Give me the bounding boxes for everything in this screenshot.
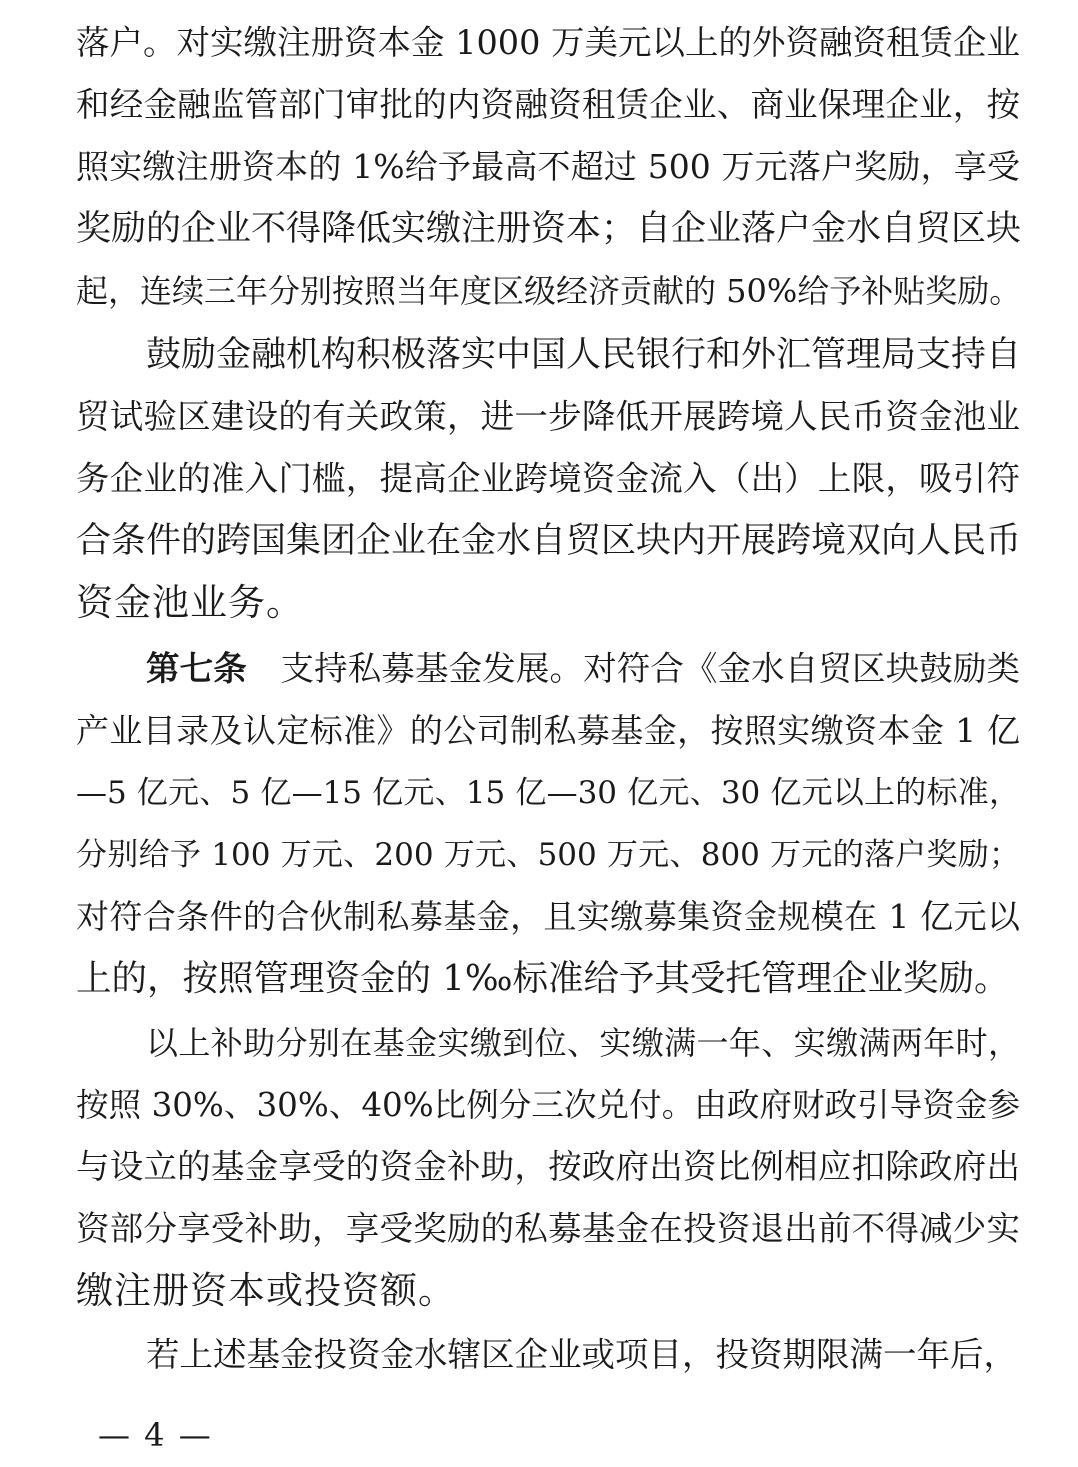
text-line: 和经金融监管部门审批的内资融资租赁企业、商业保理企业，按 bbox=[76, 85, 1020, 124]
text-line: 起，连续三年分别按照当年度区级经济贡献的 50%给予补贴奖励。 bbox=[76, 272, 1022, 310]
text-line: 若上述基金投资金水辖区企业或项目，投资期限满一年后， bbox=[146, 1335, 1017, 1374]
text-line: 以上补助分别在基金实缴到位、实缴满一年、实缴满两年时， bbox=[146, 1024, 1020, 1062]
text-line: 资部分享受补助，享受奖励的私募基金在投资退出前不得减少实 bbox=[76, 1209, 1020, 1248]
text-line: —5 亿元、5 亿—15 亿元、15 亿—30 亿元、30 亿元以上的标准， bbox=[76, 775, 1020, 811]
text-line: 上的，按照管理资金的 1‰标准给予其受托管理企业奖励。 bbox=[76, 958, 1010, 999]
text-line: 奖励的企业不得降低实缴注册资本；自企业落户金水自贸区块 bbox=[76, 209, 1022, 249]
text-line: 贸试验区建设的有关政策，进一步降低开展跨境人民币资金池业 bbox=[76, 397, 1020, 436]
text-line: 按照 30%、30%、40%比例分三次兑付。由政府财政引导资金参 bbox=[76, 1086, 1020, 1124]
article-heading-text: 支持私募基金发展。对符合《金水自贸区块鼓励类 bbox=[280, 649, 1021, 688]
text-line: 与设立的基金享受的资金补助，按政府出资比例相应扣除政府出 bbox=[76, 1147, 1020, 1186]
article-first-line bbox=[146, 644, 1020, 694]
text-line: 落户。对实缴注册资本金 1000 万美元以上的外资融资租赁企业 bbox=[76, 23, 1021, 62]
article-label: 第七条 bbox=[146, 649, 247, 688]
text-line: 务企业的准入门槛，提高企业跨境资金流入（出）上限，吸引符 bbox=[76, 459, 1020, 498]
page-number: — 4 — bbox=[98, 1416, 213, 1454]
text-line: 缴注册资本或投资额。 bbox=[76, 1269, 456, 1312]
text-line: 鼓励金融机构积极落实中国人民银行和外汇管理局支持自 bbox=[146, 335, 1022, 375]
text-line: 对符合条件的合伙制私募基金，且实缴募集资金规模在 1 亿元以 bbox=[76, 897, 1020, 936]
text-line: 照实缴注册资本的 1%给予最高不超过 500 万元落户奖励，享受 bbox=[76, 147, 1020, 186]
text-line: 分别给予 100 万元、200 万元、500 万元、800 万元的落户奖励； bbox=[76, 837, 1020, 873]
text-line: 资金池业务。 bbox=[76, 581, 304, 624]
text-line: 合条件的跨国集团企业在金水自贸区块内开展跨境双向人民币 bbox=[76, 521, 1022, 561]
text-line: 产业目录及认定标准》的公司制私募基金，按照实缴资本金 1 亿 bbox=[76, 711, 1020, 750]
